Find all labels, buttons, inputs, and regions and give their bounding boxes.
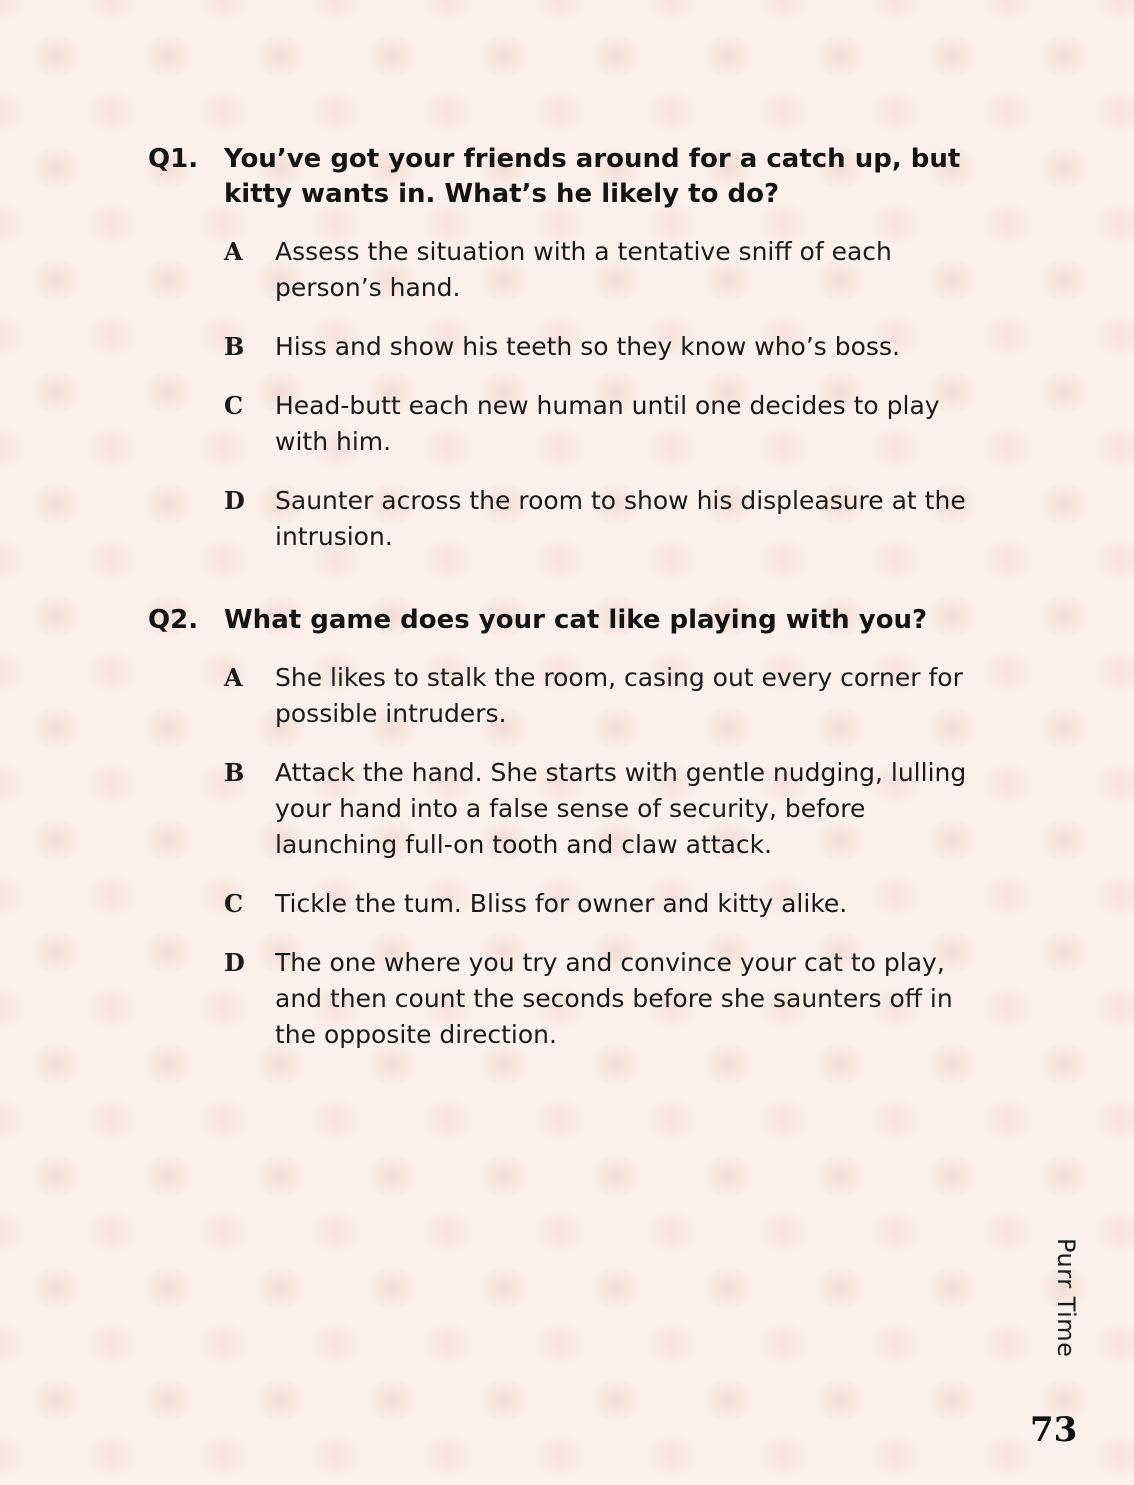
answer-option-d xyxy=(224,483,978,555)
answer-options xyxy=(148,660,978,1053)
answer-option-d xyxy=(224,945,978,1053)
question-text: You’ve got your friends around for a catch up, but kitty wants in. What’s he likely to do? xyxy=(224,144,961,209)
option-text: She likes to stalk the room, casing out every corner for possible intruders. xyxy=(275,663,963,728)
page-number: 73 xyxy=(1030,1410,1078,1450)
answer-option-c xyxy=(224,886,978,922)
option-letter: B xyxy=(224,332,245,361)
option-letter: A xyxy=(224,237,243,266)
question-2 xyxy=(148,603,978,1076)
answer-option-c xyxy=(224,388,978,460)
option-letter: C xyxy=(224,391,244,420)
option-letter: A xyxy=(224,663,243,692)
question-number: Q1. xyxy=(148,144,199,174)
option-text: Attack the hand. She starts with gentle nudging, lulling your hand into a false sense of security, before launching full-on tooth and claw attack. xyxy=(275,758,967,859)
option-letter: D xyxy=(224,486,245,515)
option-letter: C xyxy=(224,889,244,918)
option-text: Hiss and show his teeth so they know who’s boss. xyxy=(275,332,900,361)
answer-option-b xyxy=(224,755,978,863)
running-head: Purr Time xyxy=(1052,1238,1080,1358)
question-text: What game does your cat like playing with you? xyxy=(224,605,928,635)
answer-option-b xyxy=(224,329,978,365)
answer-option-a xyxy=(224,660,978,732)
option-letter: B xyxy=(224,758,245,787)
option-text: Saunter across the room to show his displeasure at the intrusion. xyxy=(275,486,966,551)
question-1 xyxy=(148,142,978,578)
option-text: Tickle the tum. Bliss for owner and kitty alike. xyxy=(275,889,848,918)
option-text: Head-butt each new human until one decides to play with him. xyxy=(275,391,940,456)
question-heading xyxy=(148,603,978,638)
option-text: The one where you try and convince your cat to play, and then count the seconds before she saunters off in the opposite direction. xyxy=(275,948,953,1049)
question-heading xyxy=(148,142,978,212)
option-text: Assess the situation with a tentative sniff of each person’s hand. xyxy=(275,237,892,302)
option-letter: D xyxy=(224,948,245,977)
answer-options xyxy=(148,234,978,555)
answer-option-a xyxy=(224,234,978,306)
question-number: Q2. xyxy=(148,605,199,635)
